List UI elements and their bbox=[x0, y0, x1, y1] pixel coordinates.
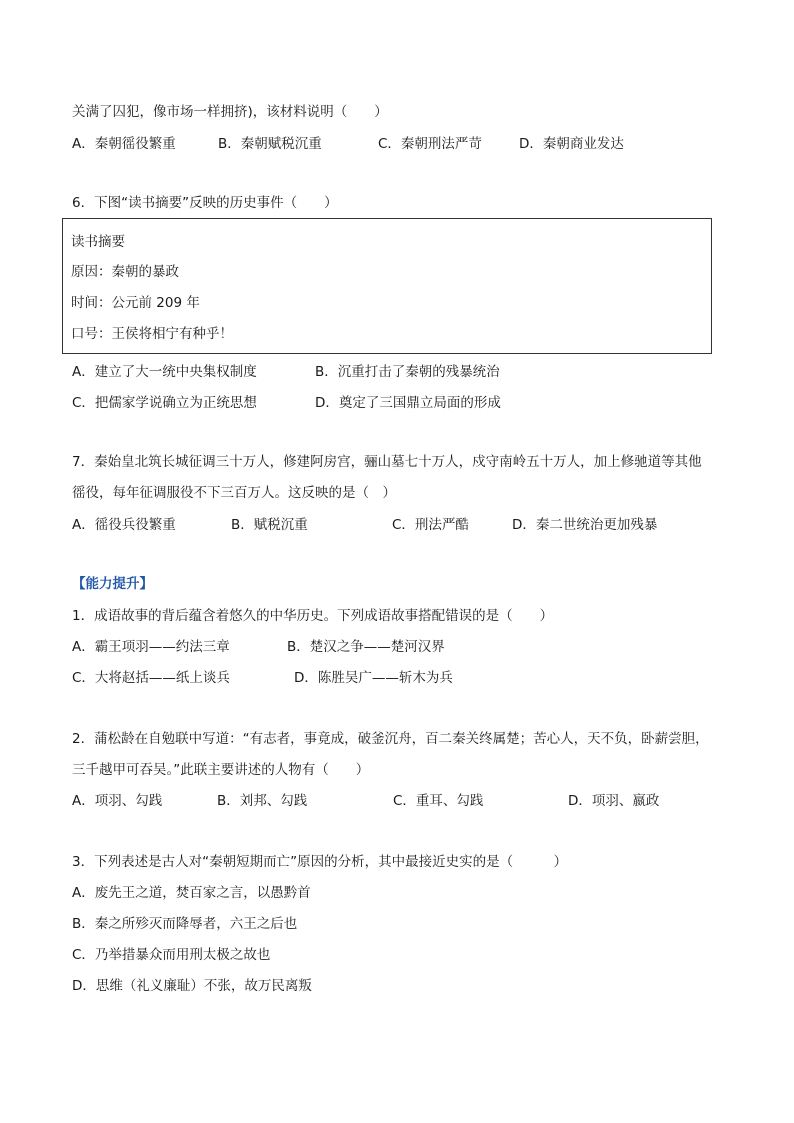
p2-option-d[interactable]: D．项羽、嬴政 bbox=[568, 793, 660, 809]
p1-option-d[interactable]: D．陈胜吴广——斩木为兵 bbox=[294, 670, 453, 686]
p1-option-c[interactable]: C．大将赵括——纸上谈兵 bbox=[72, 670, 230, 686]
q6-option-b[interactable]: B．沉重打击了秦朝的残暴统治 bbox=[315, 364, 500, 380]
q5-option-a[interactable]: A．秦朝徭役繁重 bbox=[72, 136, 176, 152]
p1-options-row1 bbox=[72, 637, 722, 657]
summary-title: 读书摘要 bbox=[71, 234, 125, 250]
p1-options-row2 bbox=[72, 668, 722, 688]
q5-options bbox=[72, 134, 722, 154]
p1-option-a[interactable]: A．霸王项羽——约法三章 bbox=[72, 639, 230, 655]
q6-options-row1 bbox=[72, 362, 722, 382]
q6-option-d[interactable]: D．奠定了三国鼎立局面的形成 bbox=[315, 395, 501, 411]
p3-option-d[interactable]: D．思维（礼义廉耻）不张，故万民离叛 bbox=[72, 978, 312, 994]
p2-stem-line1: 2．蒲松龄在自勉联中写道：“有志者，事竟成，破釜沉舟，百二秦关终属楚；苦心人，天不负，卧薪尝胆， bbox=[72, 731, 709, 747]
p2-stem-line2: 三千越甲可吞吴。”此联主要讲述的人物有（ ） bbox=[72, 762, 370, 778]
p3-option-b[interactable]: B．秦之所殄灭而降辱者，六王之后也 bbox=[72, 916, 298, 932]
q5-option-c[interactable]: C．秦朝刑法严苛 bbox=[378, 136, 482, 152]
p3-stem: 3．下列表述是古人对“秦朝短期而亡”原因的分析，其中最接近史实的是（ ） bbox=[72, 854, 568, 870]
q7-option-a[interactable]: A．徭役兵役繁重 bbox=[72, 517, 176, 533]
section-title: 【能力提升】 bbox=[72, 576, 153, 592]
reading-summary-box bbox=[62, 218, 712, 354]
q7-option-b[interactable]: B．赋税沉重 bbox=[231, 517, 308, 533]
q7-stem-line2: 徭役，每年征调服役不下三百万人。这反映的是（ ） bbox=[72, 485, 396, 501]
p3-option-a[interactable]: A．废先王之道，焚百家之言，以愚黔首 bbox=[72, 885, 311, 901]
q7-option-d[interactable]: D．秦二世统治更加残暴 bbox=[512, 517, 658, 533]
q6-option-c[interactable]: C．把儒家学说确立为正统思想 bbox=[72, 395, 257, 411]
p2-options bbox=[72, 791, 722, 811]
p1-option-b[interactable]: B．楚汉之争——楚河汉界 bbox=[287, 639, 445, 655]
summary-slogan: 口号：王侯将相宁有种乎！ bbox=[71, 326, 233, 342]
q5-option-b[interactable]: B．秦朝赋税沉重 bbox=[218, 136, 322, 152]
q6-stem: 6．下图“读书摘要”反映的历史事件（ ） bbox=[72, 195, 338, 211]
p2-option-c[interactable]: C．重耳、勾践 bbox=[393, 793, 484, 809]
p2-option-a[interactable]: A．项羽、勾践 bbox=[72, 793, 163, 809]
q7-options bbox=[72, 515, 722, 535]
q7-stem-line1: 7．秦始皇北筑长城征调三十万人，修建阿房宫，骊山墓七十万人，戍守南岭五十万人，加上修驰道等其他 bbox=[72, 454, 702, 470]
q6-options-row2 bbox=[72, 393, 722, 413]
summary-time: 时间：公元前 209 年 bbox=[71, 295, 200, 311]
q7-option-c[interactable]: C．刑法严酷 bbox=[392, 517, 469, 533]
q5-stem-end: 关满了囚犯，像市场一样拥挤)，该材料说明（ ） bbox=[72, 104, 388, 120]
q6-option-a[interactable]: A．建立了大一统中央集权制度 bbox=[72, 364, 257, 380]
q5-option-d[interactable]: D．秦朝商业发达 bbox=[519, 136, 624, 152]
p1-stem: 1．成语故事的背后蕴含着悠久的中华历史。下列成语故事搭配错误的是（ ） bbox=[72, 608, 554, 624]
p3-option-c[interactable]: C．乃举措暴众而用刑太极之故也 bbox=[72, 947, 271, 963]
summary-cause: 原因：秦朝的暴政 bbox=[71, 264, 179, 280]
p2-option-b[interactable]: B．刘邦、勾践 bbox=[217, 793, 308, 809]
